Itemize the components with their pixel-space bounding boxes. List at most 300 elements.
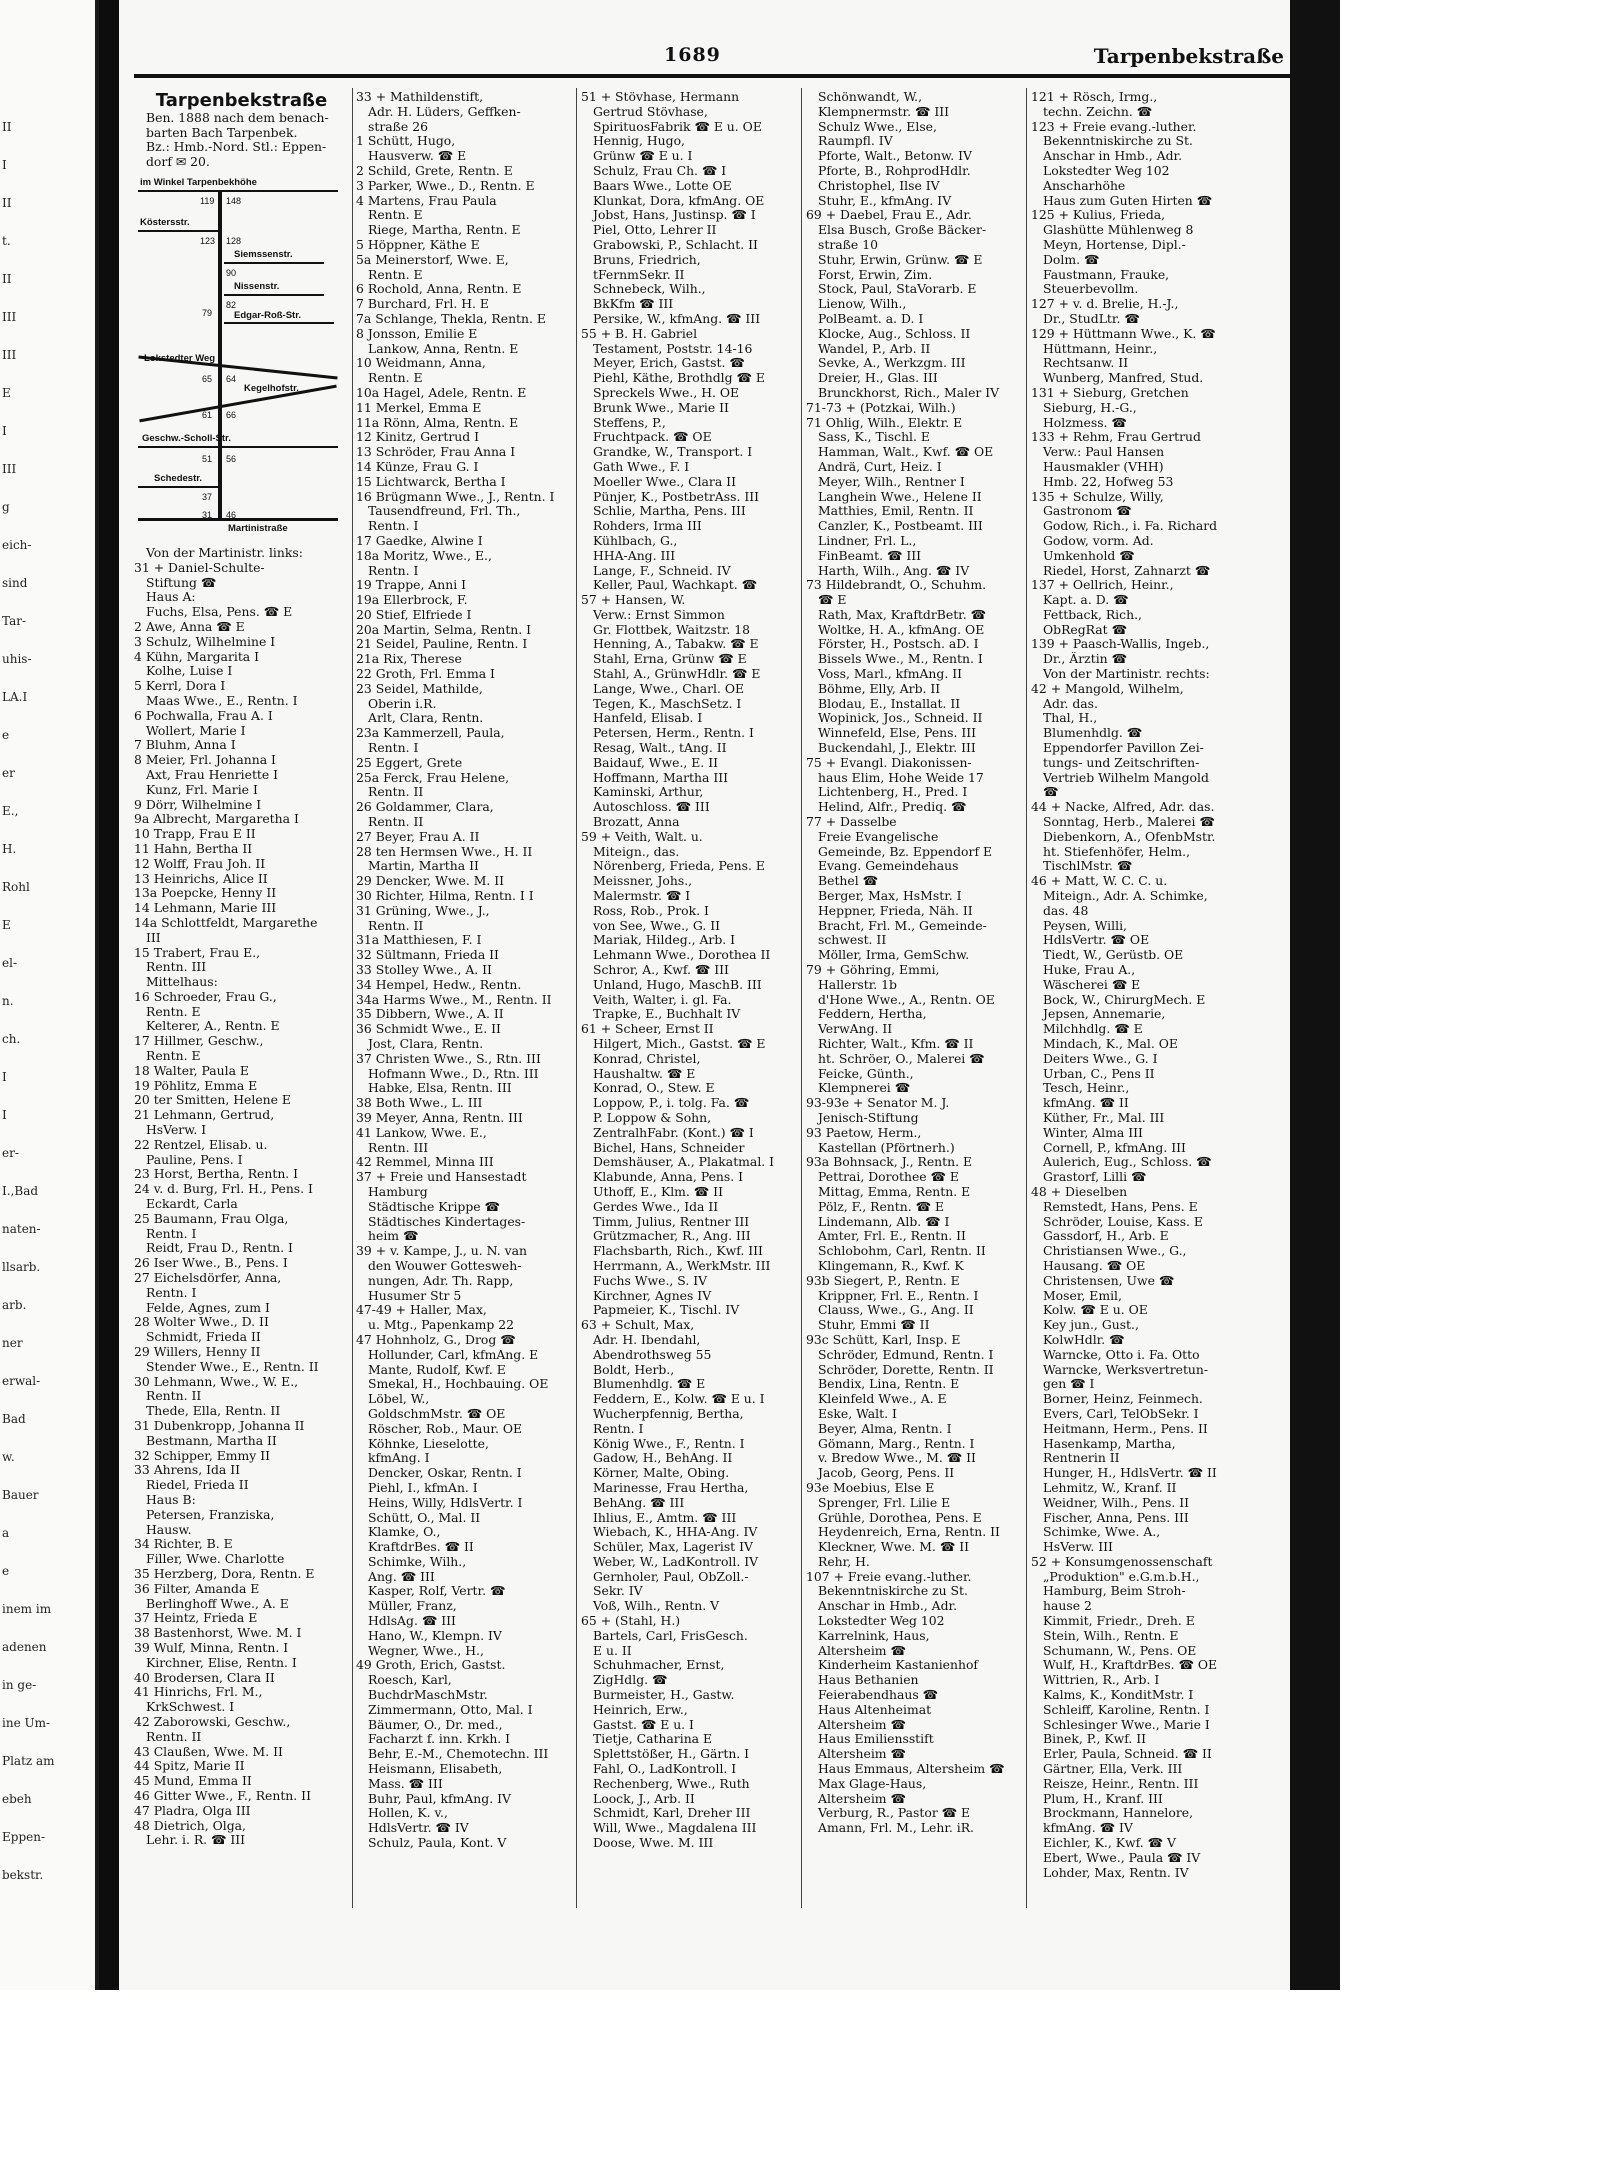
directory-entry: Max Glage-Haus,: [818, 1776, 927, 1791]
directory-entry: Erler, Paula, Schneid. ☎ II: [1043, 1747, 1212, 1762]
fragment-text: I: [2, 1070, 7, 1084]
map-road: [139, 385, 336, 423]
directory-entry: Tietje, Catharina E: [593, 1732, 713, 1747]
directory-entry: Hamman, Walt., Kwf. ☎ OE: [818, 445, 994, 460]
directory-entry: Facharzt f. inn. Krkh. I: [368, 1732, 511, 1747]
directory-entry: Gömann, Marg., Rentn. I: [818, 1436, 975, 1451]
directory-entry: Keller, Paul, Wachkapt. ☎: [593, 578, 758, 593]
street-intro: [134, 111, 349, 170]
directory-entry: Fuchs Wwe., S. IV: [593, 1273, 708, 1288]
directory-entry: 10 Weidmann, Anna,: [356, 356, 486, 371]
fragment-text: llsarb.: [2, 1260, 41, 1274]
map-house-number: 46: [226, 509, 237, 520]
directory-entry: Rehr, H.: [818, 1554, 870, 1569]
directory-entry: Heinrich, Erw.,: [593, 1702, 688, 1717]
directory-entry: Gastst. ☎ E u. I: [593, 1717, 694, 1732]
directory-entry: Klempnermstr. ☎ III: [818, 104, 950, 119]
directory-entry: Hausw.: [146, 1522, 192, 1537]
directory-entry: 42 Remmel, Minna III: [356, 1155, 494, 1170]
directory-entry: 27 Beyer, Frau A. II: [356, 829, 480, 844]
directory-entry: VerwAng. II: [818, 1022, 893, 1037]
directory-entry: Wäscherei ☎ E: [1043, 977, 1141, 992]
column-1: [134, 90, 349, 1890]
directory-entry: 129 + Hüttmann Wwe., K. ☎: [1031, 326, 1216, 341]
directory-entry: 12 Wolff, Frau Joh. II: [134, 856, 266, 871]
directory-entry: Schröder, Dorette, Rentn. II: [818, 1362, 994, 1377]
directory-entry: 39 + v. Kampe, J., u. N. van: [356, 1244, 527, 1259]
directory-entry: 33 + Mathildenstift,: [356, 90, 484, 104]
directory-entry: Beyer, Alma, Rentn. I: [818, 1421, 952, 1436]
directory-entry: Stock, Paul, StaVorarb. E: [818, 282, 977, 297]
directory-entry: Jost, Clara, Rentn.: [368, 1037, 484, 1051]
directory-entry: Lankow, Anna, Rentn. E: [368, 341, 519, 356]
directory-entry: 61 + Scheer, Ernst II: [581, 1022, 714, 1037]
directory-entry: Ross, Rob., Prok. I: [593, 903, 709, 918]
directory-entry: Reidt, Frau D., Rentn. I: [146, 1241, 293, 1256]
directory-entry: Gärtner, Ella, Verk. III: [1043, 1762, 1183, 1777]
directory-entry: 22 Rentzel, Elisab. u.: [134, 1137, 268, 1152]
directory-entry: Meyer, Wilh., Rentner I: [818, 474, 965, 489]
directory-entry: 20 Stief, Elfriede I: [356, 607, 472, 622]
directory-entry: 25 Eggert, Grete: [356, 755, 463, 770]
directory-entry: HdlsAg. ☎ III: [368, 1614, 456, 1629]
directory-entry: 93e Moebius, Else E: [806, 1480, 935, 1495]
directory-entry: hause 2: [1043, 1599, 1092, 1614]
directory-entry: Schulz Wwe., Else,: [818, 119, 937, 134]
directory-entry: Kirchner, Agnes IV: [593, 1288, 712, 1303]
directory-entry: tungs- und Zeitschriften-: [1043, 755, 1200, 770]
directory-entry: Köhnke, Lieselotte,: [368, 1436, 489, 1451]
directory-entry: Rentn. II: [146, 1729, 202, 1744]
directory-entry: Eichler, K., Kwf. ☎ V: [1043, 1836, 1176, 1851]
fragment-text: adenen: [2, 1640, 47, 1654]
directory-entry: 17 Gaedke, Alwine I: [356, 533, 483, 548]
directory-entry: u. Mtg., Papenkamp 22: [368, 1318, 514, 1333]
directory-entry: Amter, Frl. E., Rentn. II: [818, 1229, 966, 1244]
directory-entry: Baars Wwe., Lotte OE: [593, 178, 732, 193]
fragment-text: g: [2, 500, 10, 514]
directory-entry: 16 Schroeder, Frau G.,: [134, 989, 277, 1004]
directory-entry: Holzmess. ☎: [1043, 415, 1127, 430]
fragment-text: bekstr.: [2, 1868, 44, 1882]
directory-entry: Meyer, Erich, Gastst. ☎: [593, 356, 745, 371]
directory-entry: 34a Harms Wwe., M., Rentn. II: [356, 992, 552, 1007]
directory-entry: Grastorf, Lilli ☎: [1043, 1170, 1147, 1185]
directory-entry: Cornell, P., kfmAng. III: [1043, 1140, 1186, 1155]
directory-entry: Riedel, Horst, Zahnarzt ☎: [1043, 563, 1211, 578]
directory-entry: Hunger, H., HdlsVertr. ☎ II: [1043, 1466, 1217, 1481]
directory-entry: Schlesinger Wwe., Marie I: [1043, 1717, 1210, 1732]
map-label: Schedestr.: [154, 472, 203, 484]
directory-entry: BkKfm ☎ III: [593, 297, 674, 312]
directory-entry: Harth, Wilh., Ang. ☎ IV: [818, 563, 970, 578]
directory-entry: Haus Altenheimat: [818, 1702, 932, 1717]
page-number: 1689: [664, 44, 721, 66]
map-label: Köstersstr.: [140, 216, 190, 228]
directory-entry: Lehr. i. R. ☎ III: [146, 1833, 246, 1848]
fragment-text: I: [2, 1108, 7, 1122]
directory-entry: Veith, Walter, i. gl. Fa.: [593, 992, 732, 1007]
directory-entry: Bruns, Friedrich,: [593, 252, 701, 267]
fragment-text: ch.: [2, 1032, 21, 1046]
directory-entry: 15 Trabert, Frau E.,: [134, 945, 261, 960]
directory-entry: 31 Grüning, Wwe., J.,: [356, 903, 490, 918]
directory-entry: Stiftung ☎: [146, 575, 217, 590]
directory-entry: Testament, Poststr. 14-16: [593, 341, 753, 356]
directory-entry: 41 Hinrichs, Frl. M.,: [134, 1685, 263, 1700]
directory-entry: Schmidt, Karl, Dreher III: [593, 1806, 751, 1821]
directory-entry: 51 + Stövhase, Hermann: [581, 90, 740, 104]
directory-entry: Amann, Frl. M., Lehr. iR.: [818, 1821, 974, 1836]
directory-entry: Buckendahl, J., Elektr. III: [818, 741, 976, 756]
fragment-text: H.: [2, 842, 17, 856]
directory-entry: 131 + Sieburg, Gretchen: [1031, 385, 1189, 400]
directory-entry: 11 Merkel, Emma E: [356, 400, 482, 415]
directory-entry: 7a Schlange, Thekla, Rentn. E: [356, 311, 546, 326]
directory-entry: 63 + Schult, Max,: [581, 1318, 695, 1333]
directory-entry: Löbel, W.,: [368, 1392, 430, 1407]
map-house-number: 37: [202, 491, 213, 502]
directory-entry: Woltke, H. A., kfmAng. OE: [818, 622, 985, 637]
directory-entry: Haus Emiliensstift: [818, 1732, 934, 1747]
map-house-number: 64: [226, 373, 237, 384]
fragment-text: LA.I: [2, 690, 28, 704]
fragment-text: Bad: [2, 1412, 26, 1426]
directory-entry: Schnebeck, Wilh.,: [593, 282, 706, 297]
column-4: [806, 90, 1021, 1890]
directory-entry: 42 + Mangold, Wilhelm,: [1031, 681, 1184, 696]
directory-entry: Sonntag, Herb., Malerei ☎: [1043, 815, 1215, 830]
map-house-number: 119: [200, 195, 215, 206]
directory-entry: Gernholer, Paul, ObZoll.-: [593, 1569, 749, 1584]
directory-entry: Bz.: Hmb.-Nord. Stl.: Eppen-: [146, 140, 327, 155]
directory-entry: kfmAng. ☎ IV: [1043, 1821, 1133, 1836]
directory-entry: Wandel, P., Arb. II: [818, 341, 931, 356]
directory-entry: Pettrai, Dorothee ☎ E: [818, 1170, 959, 1185]
directory-entry: Urban, C., Pens II: [1043, 1066, 1155, 1081]
directory-entry: 107 + Freie evang.-luther.: [806, 1569, 972, 1584]
directory-entry: Pforte, Walt., Betonw. IV: [818, 149, 973, 164]
fragment-text: w.: [2, 1450, 15, 1464]
directory-entry: 15 Lichtwarck, Bertha I: [356, 474, 506, 489]
directory-entry: Unland, Hugo, MaschB. III: [593, 977, 762, 992]
fragment-text: III: [2, 348, 17, 362]
fragment-text: naten-: [2, 1222, 41, 1236]
directory-entry: 25a Ferck, Frau Helene,: [356, 770, 510, 785]
directory-entry: Aulerich, Eug., Schloss. ☎: [1043, 1155, 1212, 1170]
directory-entry: 11 Hahn, Bertha II: [134, 841, 253, 856]
directory-entry: Loppow, P., i. tolg. Fa. ☎: [593, 1096, 750, 1111]
directory-entry: Diebenkorn, A., OfenbMstr.: [1043, 829, 1216, 844]
map-house-number: 90: [226, 267, 237, 278]
fragment-text: n.: [2, 994, 14, 1008]
directory-entry: Kelterer, A., Rentn. E: [146, 1019, 280, 1034]
directory-entry: Klempnerei ☎: [818, 1081, 911, 1096]
directory-entry: 10a Hagel, Adele, Rentn. E: [356, 385, 527, 400]
directory-entry: 137 + Oellrich, Heinr.,: [1031, 578, 1174, 593]
directory-entry: Haushaltw. ☎ E: [593, 1066, 696, 1081]
directory-entry: Jobst, Hans, Justinsp. ☎ I: [593, 208, 756, 223]
directory-entry: heim ☎: [368, 1229, 419, 1244]
directory-entry: Bartels, Carl, FrisGesch.: [593, 1628, 748, 1643]
directory-entry: Schuhmacher, Ernst,: [593, 1658, 725, 1673]
directory-entry: Piehl, I., kfmAn. I: [368, 1480, 478, 1495]
directory-entry: v. Bredow Wwe., M. ☎ II: [818, 1451, 976, 1466]
directory-page: [124, 0, 1284, 1990]
directory-entry: 2 Schild, Grete, Rentn. E: [356, 163, 513, 178]
directory-entry: Lindemann, Alb. ☎ I: [818, 1214, 950, 1229]
directory-entry: Schlie, Martha, Pens. III: [593, 504, 746, 519]
directory-entry: Bekenntniskirche zu St.: [818, 1584, 968, 1599]
directory-entry: Feierabendhaus ☎: [818, 1688, 939, 1703]
directory-entry: 93b Siegert, P., Rentn. E: [806, 1273, 960, 1288]
directory-entry: 38 Bastenhorst, Wwe. M. I: [134, 1626, 302, 1641]
directory-entry: Feddern, E., Kolw. ☎ E u. I: [593, 1392, 765, 1407]
map-label: im Winkel Tarpenbekhöhe: [140, 176, 257, 188]
fragment-text: el-: [2, 956, 17, 970]
directory-entry: 43 Claußen, Wwe. M. II: [134, 1744, 283, 1759]
directory-entry: Doose, Wwe. M. III: [593, 1836, 714, 1851]
directory-entry: Behr, E.-M., Chemotechn. III: [368, 1747, 549, 1762]
directory-entry: 31 + Daniel-Schulte-: [134, 560, 265, 575]
directory-entry: Wittrien, R., Arb. I: [1043, 1673, 1160, 1688]
column-divider: [352, 88, 353, 1908]
directory-entry: Bäumer, O., Dr. med.,: [368, 1717, 503, 1732]
directory-entry: 29 Willers, Henny II: [134, 1345, 261, 1360]
directory-entry: Loock, J., Arb. II: [593, 1791, 695, 1806]
directory-entry: Schönwandt, W.,: [818, 90, 923, 104]
directory-entry: Malermstr. ☎ I: [593, 889, 691, 904]
directory-entry: Baidauf, Wwe., E. II: [593, 755, 718, 770]
directory-entry: 36 Schmidt Wwe., E. II: [356, 1022, 501, 1037]
map-label: Siemssenstr.: [234, 248, 293, 260]
directory-entry: 47 Pladra, Olga III: [134, 1803, 251, 1818]
directory-entry: 34 Hempel, Hedw., Rentn.: [356, 977, 522, 992]
directory-entry: Deiters Wwe., G. I: [1043, 1051, 1158, 1066]
directory-entry: KraftdrBes. ☎ II: [368, 1540, 474, 1555]
directory-entry: GoldschmMstr. ☎ OE: [368, 1406, 506, 1421]
directory-entry: Rentn. I: [368, 519, 419, 534]
directory-entry: Möller, Irma, GemSchw.: [818, 948, 970, 963]
directory-entry: Altersheim ☎: [818, 1717, 906, 1732]
directory-entry: „Produktion" e.G.m.b.H.,: [1043, 1569, 1200, 1584]
directory-entry: Brunk Wwe., Marie II: [593, 400, 729, 415]
directory-entry: Stein, Wilh., Rentn. E: [1043, 1628, 1179, 1643]
directory-entry: 26 Iser Wwe., B., Pens. I: [134, 1256, 288, 1271]
directory-entry: 20 ter Smitten, Helene E: [134, 1093, 291, 1108]
directory-entry: Stender Wwe., E., Rentn. II: [146, 1359, 319, 1374]
directory-entry: barten Bach Tarpenbek.: [146, 125, 298, 140]
directory-entry: Maas Wwe., E., Rentn. I: [146, 693, 298, 708]
directory-entry: Hollunder, Carl, kfmAng. E: [368, 1347, 539, 1362]
column-divider: [801, 88, 802, 1908]
directory-entry: 16 Brügmann Wwe., J., Rentn. I: [356, 489, 555, 504]
directory-entry: Blumenhdlg. ☎ E: [593, 1377, 706, 1392]
directory-entry: Verburg, R., Pastor ☎ E: [818, 1806, 971, 1821]
directory-entry: 36 Filter, Amanda E: [134, 1581, 260, 1596]
fragment-text: Eppen-: [2, 1830, 46, 1844]
directory-entry: Zimmermann, Otto, Mal. I: [368, 1702, 533, 1717]
directory-entry: 59 + Veith, Walt. u.: [581, 829, 703, 844]
directory-entry: Oberin i.R.: [368, 696, 437, 711]
directory-entry: Städtisches Kindertages-: [368, 1214, 526, 1229]
directory-entry: Pölz, F., Rentn. ☎ E: [818, 1199, 945, 1214]
map-label: Lokstedter Weg: [144, 352, 216, 364]
directory-entry: Ebert, Wwe., Paula ☎ IV: [1043, 1850, 1201, 1865]
column-5: [1031, 90, 1246, 1890]
fragment-text: III: [2, 462, 17, 476]
directory-entry: 39 Wulf, Minna, Rentn. I: [134, 1640, 289, 1655]
directory-entry: Kleckner, Wwe. M. ☎ II: [818, 1540, 970, 1555]
directory-entry: Rechtsanw. II: [1043, 356, 1129, 371]
directory-entry: Mindach, K., Mal. OE: [1043, 1037, 1178, 1051]
directory-entry: 71-73 + (Potzkai, Wilh.): [806, 400, 956, 415]
directory-entry: Kastellan (Pförtnerh.): [818, 1140, 955, 1155]
directory-entry: KrkSchwest. I: [146, 1700, 235, 1715]
directory-entry: Schlobohm, Carl, Rentn. II: [818, 1244, 986, 1259]
directory-entry: Rentn. II: [368, 815, 424, 830]
directory-entry: dorf ✉ 20.: [146, 155, 210, 170]
directory-entry: Riege, Martha, Rentn. E: [368, 223, 521, 238]
directory-entry: 6 Pochwalla, Frau A. I: [134, 708, 273, 723]
directory-entry: 23a Kammerzell, Paula,: [356, 726, 505, 741]
fragment-text: ebeh: [2, 1792, 32, 1806]
page-edge: [1290, 0, 1340, 1990]
directory-entry: Godow, vorm. Ad.: [1043, 533, 1154, 548]
directory-entry: Warncke, Otto i. Fa. Otto: [1043, 1347, 1200, 1362]
directory-entry: 21a Rix, Therese: [356, 652, 462, 667]
header-rule: [134, 74, 1304, 78]
directory-entry: Piel, Otto, Lehrer II: [593, 223, 717, 238]
directory-entry: Meissner, Johs.,: [593, 874, 693, 889]
directory-entry: Blodau, E., Installat. II: [818, 696, 961, 711]
directory-entry: Rentn. I: [593, 1421, 644, 1436]
directory-entry: Canzler, K., Postbeamt. III: [818, 519, 983, 534]
directory-entry: Miteign., das.: [593, 844, 680, 859]
directory-entry: Rechenberg, Wwe., Ruth: [593, 1776, 750, 1791]
directory-entry: Feicke, Günth.,: [818, 1066, 914, 1081]
directory-entry: Wulf, H., KraftdrBes. ☎ OE: [1043, 1658, 1218, 1673]
directory-entry: Will, Wwe., Magdalena III: [593, 1821, 757, 1836]
directory-entry: Stuhr, Erwin, Grünw. ☎ E: [818, 252, 983, 267]
directory-entry: Clauss, Wwe., G., Ang. II: [818, 1303, 974, 1318]
directory-entry: 47-49 + Haller, Max,: [356, 1303, 487, 1318]
directory-entry: techn. Zeichn. ☎: [1043, 104, 1153, 119]
fragment-text: I.,Bad: [2, 1184, 39, 1198]
directory-entry: Eske, Walt. I: [818, 1406, 897, 1421]
directory-entry: 48 Dietrich, Olga,: [134, 1818, 246, 1833]
directory-entry: Küther, Fr., Mal. III: [1043, 1110, 1165, 1125]
directory-entry: Brunckhorst, Rich., Maler IV: [818, 385, 1000, 400]
directory-entry: P. Loppow & Sohn,: [593, 1110, 712, 1125]
directory-entry: 25 Baumann, Frau Olga,: [134, 1211, 289, 1226]
directory-entry: Ang. ☎ III: [368, 1569, 435, 1584]
directory-entry: Rentn. E: [368, 371, 423, 386]
fragment-text: eich-: [2, 538, 32, 552]
directory-entry: Wopinick, Jos., Schneid. II: [818, 711, 983, 726]
directory-entry: Piehl, Käthe, Brothdlg ☎ E: [593, 371, 765, 386]
directory-entry: Mittag, Emma, Rentn. E: [818, 1184, 971, 1199]
directory-entry: Freie Evangelische: [818, 829, 939, 844]
directory-entry: 31 Dubenkropp, Johanna II: [134, 1419, 305, 1433]
directory-entry: Gadow, H., BehAng. II: [593, 1451, 733, 1466]
directory-entry: haus Elim, Hohe Weide 17: [818, 770, 984, 785]
directory-entry: Jepsen, Annemarie,: [1043, 1007, 1166, 1022]
directory-entry: 30 Richter, Hilma, Rentn. I I: [356, 889, 534, 904]
directory-entry: 123 + Freie evang.-luther.: [1031, 119, 1197, 134]
directory-entry: Nörenberg, Frieda, Pens. E: [593, 859, 765, 874]
map-house-number: 65: [202, 373, 213, 384]
directory-entry: 79 + Göhring, Emmi,: [806, 963, 940, 978]
directory-entry: 6 Rochold, Anna, Rentn. E: [356, 282, 522, 297]
directory-entry: 42 Zaborowski, Geschw.,: [134, 1714, 291, 1729]
directory-entry: Roesch, Karl,: [368, 1673, 452, 1688]
directory-entry: Remstedt, Hans, Pens. E: [1043, 1199, 1198, 1214]
directory-entry: straße 10: [818, 237, 878, 252]
directory-entry: Wunberg, Manfred, Stud.: [1043, 371, 1204, 386]
fragment-text: t.: [2, 234, 11, 248]
directory-entry: 37 + Freie und Hansestadt: [356, 1170, 527, 1185]
fragment-text: E: [2, 918, 11, 932]
directory-entry: Trapke, E., Buchhalt IV: [593, 1007, 741, 1022]
directory-entry: 46 + Matt, W. C. C. u.: [1031, 874, 1168, 889]
fragment-text: inem im: [2, 1602, 52, 1616]
fragment-text: in ge-: [2, 1678, 37, 1692]
directory-entry: Von der Martinistr. rechts:: [1043, 667, 1210, 682]
directory-entry: Dencker, Oskar, Rentn. I: [368, 1466, 522, 1481]
directory-entry: 17 Hillmer, Geschw.,: [134, 1034, 264, 1049]
directory-entry: Bichel, Hans, Schneider: [593, 1140, 745, 1155]
directory-entry: Konrad, Christel,: [593, 1051, 701, 1066]
directory-entry: Lienow, Wilh.,: [818, 297, 907, 312]
directory-entry: 9 Dörr, Wilhelmine I: [134, 797, 262, 812]
directory-entry: III: [146, 930, 161, 945]
directory-entry: Adr. H. Lüders, Geffken-: [368, 104, 521, 119]
directory-entry: Konrad, O., Stew. E: [593, 1081, 715, 1096]
fragment-text: Platz am: [2, 1754, 55, 1768]
directory-entry: 4 Martens, Frau Paula: [356, 193, 497, 208]
fragment-text: ine Um-: [2, 1716, 51, 1730]
directory-entry: 44 + Nacke, Alfred, Adr. das.: [1031, 800, 1215, 815]
directory-entry: Gemeinde, Bz. Eppendorf E: [818, 844, 993, 859]
directory-entry: Felde, Agnes, zum I: [146, 1300, 270, 1315]
directory-entry: Sass, K., Tischl. E: [818, 430, 930, 445]
directory-entry: Hasenkamp, Martha,: [1043, 1436, 1176, 1451]
directory-entry: 77 + Dasselbe: [806, 815, 897, 830]
fragment-text: uhis-: [2, 652, 32, 666]
directory-entry: Klocke, Aug., Schloss. II: [818, 326, 971, 341]
directory-entry: Schmidt, Frieda II: [146, 1330, 261, 1345]
directory-entry: Matthies, Emil, Rentn. II: [818, 504, 974, 519]
directory-entry: Tausendfreund, Frl. Th.,: [368, 504, 521, 519]
directory-entry: Hofmann Wwe., D., Rtn. III: [368, 1066, 539, 1081]
directory-entry: Kunz, Frl. Marie I: [146, 782, 258, 797]
fragment-text: Bauer: [2, 1488, 39, 1502]
directory-entry: Berlinghoff Wwe., A. E: [146, 1596, 289, 1611]
directory-entry: Spreckels Wwe., H. OE: [593, 385, 740, 400]
directory-entry: Bestmann, Martha II: [146, 1433, 277, 1448]
directory-entry: Schröder, Edmund, Rentn. I: [818, 1347, 994, 1362]
directory-entry: Ben. 1888 nach dem benach-: [146, 110, 329, 125]
directory-entry: Schütt, O., Mal. II: [368, 1510, 481, 1525]
directory-entry: Faustmann, Frauke,: [1043, 267, 1170, 282]
directory-entry: 40 Brodersen, Clara II: [134, 1670, 275, 1685]
directory-entry: 29 Dencker, Wwe. M. II: [356, 874, 505, 889]
map-road-tarpenbekstrasse: [218, 190, 222, 520]
directory-entry: Von der Martinistr. links:: [146, 545, 303, 560]
directory-entry: Röscher, Rob., Maur. OE: [368, 1421, 523, 1436]
directory-entry: 2 Awe, Anna ☎ E: [134, 619, 245, 634]
